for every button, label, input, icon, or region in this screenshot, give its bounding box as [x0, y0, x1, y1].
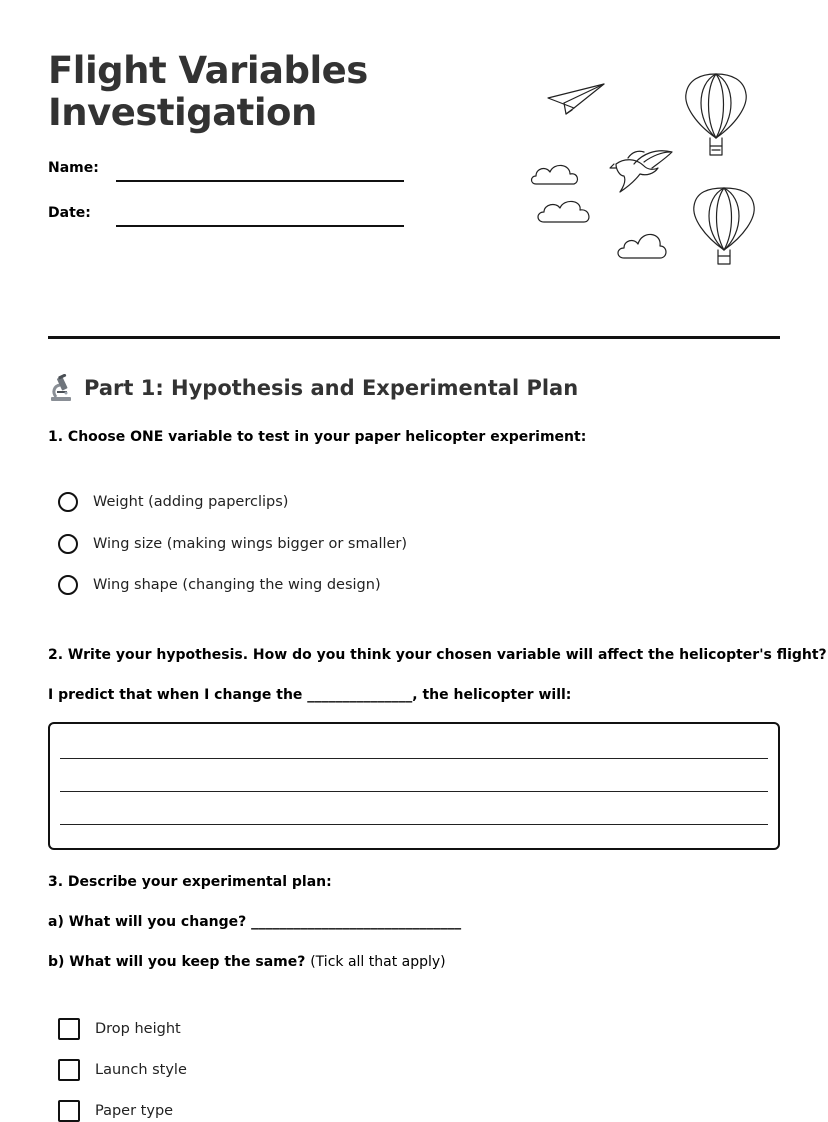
option-label: Wing shape (changing the wing design) — [93, 577, 381, 593]
name-field[interactable] — [116, 180, 404, 182]
question-2: 2. Write your hypothesis. How do you think your chosen variable will affect the helicopter's flight? — [48, 647, 827, 663]
cloud-icon — [538, 201, 589, 222]
question-3a: a) What will you change? ______________________________ — [48, 914, 462, 930]
option-wing-size[interactable] — [58, 534, 407, 554]
option-wing-shape[interactable] — [58, 575, 381, 595]
name-label: Name: — [48, 160, 99, 176]
radio-button[interactable] — [58, 534, 78, 554]
flight-illustration — [528, 72, 788, 268]
checkbox-label: Drop height — [95, 1021, 181, 1037]
option-label: Weight (adding paperclips) — [93, 494, 289, 510]
checkbox-label: Paper type — [95, 1103, 174, 1119]
question-3b — [48, 954, 446, 970]
answer-line — [60, 824, 768, 825]
section-divider — [48, 336, 780, 339]
hot-air-balloon-icon — [694, 188, 754, 264]
date-label: Date: — [48, 205, 91, 221]
page-title — [48, 50, 368, 134]
title-line-2: Investigation — [48, 91, 317, 134]
question-1: 1. Choose ONE variable to test in your paper helicopter experiment: — [48, 429, 587, 445]
check-paper-type[interactable] — [58, 1100, 173, 1122]
option-label: Wing size (making wings bigger or smaller) — [93, 536, 408, 552]
paper-plane-icon — [548, 84, 604, 114]
hot-air-balloon-icon — [686, 74, 746, 155]
date-field[interactable] — [116, 225, 404, 227]
microscope-icon — [48, 374, 74, 402]
answer-line — [60, 791, 768, 792]
question-3b-text: b) What will you keep the same? — [48, 954, 306, 970]
question-3: 3. Describe your experimental plan: — [48, 874, 332, 890]
question-3b-note: (Tick all that apply) — [310, 954, 446, 970]
checkbox-label: Launch style — [95, 1062, 187, 1078]
title-line-1: Flight Variables — [48, 49, 368, 92]
bird-icon — [610, 151, 672, 192]
check-drop-height[interactable] — [58, 1018, 181, 1040]
radio-button[interactable] — [58, 575, 78, 595]
part1-title: Part 1: Hypothesis and Experimental Plan — [84, 376, 579, 400]
option-weight[interactable] — [58, 492, 288, 512]
hypothesis-prompt: I predict that when I change the _______________, the helicopter will: — [48, 687, 572, 703]
radio-button[interactable] — [58, 492, 78, 512]
checkbox[interactable] — [58, 1018, 80, 1040]
checkbox[interactable] — [58, 1059, 80, 1081]
answer-line — [60, 758, 768, 759]
checkbox[interactable] — [58, 1100, 80, 1122]
cloud-icon — [618, 234, 666, 258]
cloud-icon — [532, 165, 578, 184]
check-launch-style[interactable] — [58, 1059, 187, 1081]
part1-heading — [48, 374, 578, 402]
hypothesis-answer-box[interactable] — [48, 722, 780, 850]
